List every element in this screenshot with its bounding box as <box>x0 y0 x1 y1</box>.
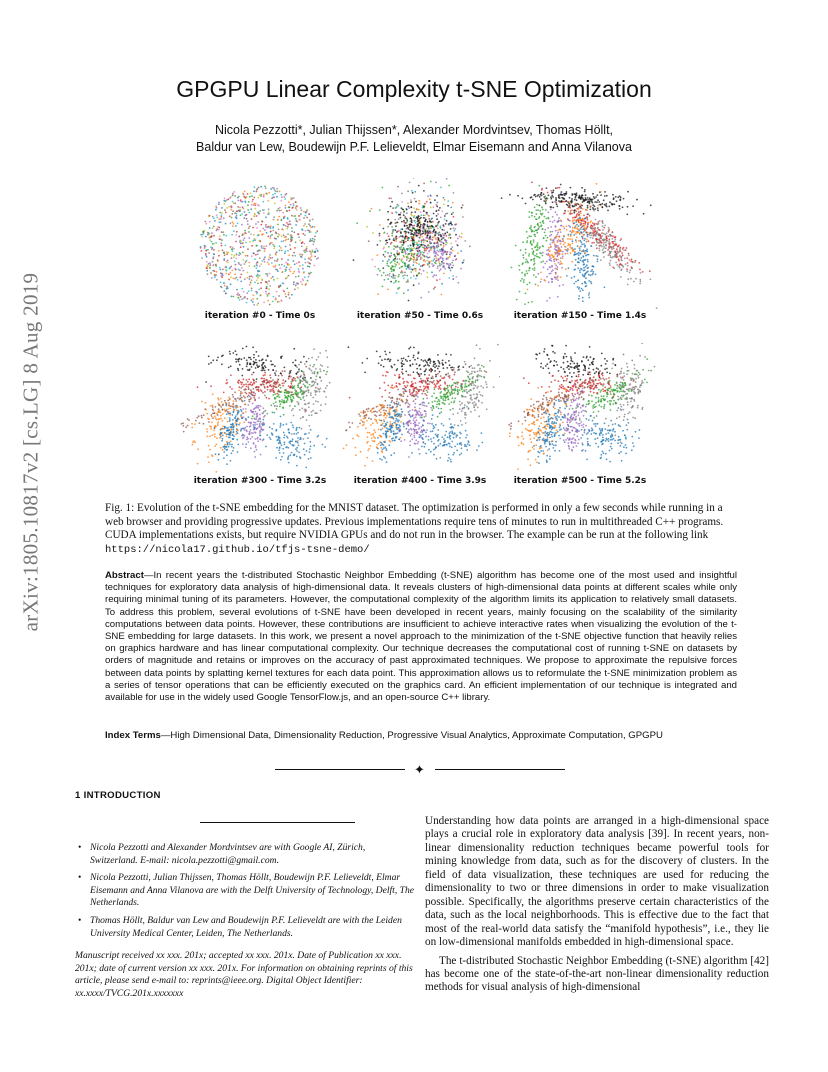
abstract-text: —In recent years the t-distributed Stochastic Neighbor Embedding (t-SNE) algorithm has become one of the most used and insightful techniques for exploratory data analysis of high-dimensional data. It reveals clusters of high-dimensional data points at different scales while only requiring minimal tuning of its parameters. However, the computational complexity of the algorithm limits its application to relatively small datasets. To address this problem, several evolutions of t-SNE have been developed in recent years, mainly focusing on the scalability of the similarity computations between data points. However, these contributions are insufficient to achieve interactive rates when visualizing the evolution of the t-SNE embedding for large datasets. In this work, we present a novel approach to the minimization of the t-SNE objective function that heavily relies on graphics hardware and has linear computational complexity. Our technique decreases the computational cost of running t-SNE on datasets by orders of magnitude and retains or improves on the accuracy of past approximated techniques. We propose to approximate the repulsive forces between data points by splatting kernel textures for each data point. This approximation allows us to reformulate the t-SNE minimization problem as a series of tensor operations that can be efficiently executed on the graphics card. An efficient implementation of our technique is integrated and available for use in the widely used Google TensorFlow.js, and an open-source C++ library. <box>105 570 737 704</box>
index-terms-text: —High Dimensional Data, Dimensionality Reduction, Progressive Visual Analytics, Approximate Computation, GPGPU <box>160 730 663 741</box>
panel-caption: iteration #150 - Time 1.4s <box>513 311 647 321</box>
footnote-item: • Nicola Pezzotti, Julian Thijssen, Thomas Höllt, Boudewijn P.F. Lelieveldt, Elmar Eisemann and Anna Vilanova are with the Delft University of Technology, Delft, The Netherlands. <box>75 872 415 910</box>
panel-iteration-150 <box>500 178 660 328</box>
panel-iteration-500 <box>500 343 660 493</box>
arxiv-stamp <box>16 272 46 632</box>
panel-caption: iteration #300 - Time 3.2s <box>193 476 327 486</box>
body-column-right <box>425 815 769 995</box>
abstract-label: Abstract <box>105 570 144 581</box>
panel-iteration-50 <box>340 178 500 328</box>
index-terms <box>105 730 745 742</box>
panel-iteration-0 <box>180 178 340 328</box>
figure-1 <box>180 178 660 498</box>
demo-link[interactable]: https://nicola17.github.io/tfjs-tsne-demo/ <box>105 543 370 556</box>
author-list <box>0 122 828 156</box>
authors-line-2: Baldur van Lew, Boudewijn P.F. Lelieveldt, Elmar Eisemann and Anna Vilanova <box>196 140 632 154</box>
body-paragraph: Understanding how data points are arranged in a high-dimensional space plays a crucial role in exploratory data analysis [39]. In recent years, non-linear dimensionality reduction techniques became powerful tools for mining knowledge from data, such as for the discovery of clusters. In the field of data visualization, these techniques are used for reducing the dimensionality to two or three dimensions in order to make visualization possible. Specifically, the algorithms preserve certain characteristics of the data, such as the local neighborhoods. This is effective due to the fact that most of the real-world data satisfy the “manifold hypothesis”, i.e., they lie on low-dimensional manifolds embedded in high-dimensional space. <box>425 815 769 949</box>
manuscript-info: Manuscript received xx xxx. 201x; accepted xx xxx. 201x. Date of Publication xx xxx. 201x; date of current version xx xxx. 201x. For information on obtaining reprints of this article, please send e-mail to: reprints@ieee.org. Digital Object Identifier: xx.xxxx/TVCG.201x.xxxxxxx <box>75 950 413 999</box>
arxiv-identifier: arXiv:1805.10817v2 [cs.LG] 8 Aug 2019 <box>18 272 43 632</box>
panel-iteration-400 <box>340 343 500 493</box>
body-paragraph: The t-distributed Stochastic Neighbor Embedding (t-SNE) algorithm [42] has become one of the state-of-the-art non-linear dimensionality reduction methods for visual analysis of high-dimensional <box>425 954 769 994</box>
paper-title: GPGPU Linear Complexity t-SNE Optimization <box>176 76 652 102</box>
scatter-plot <box>180 343 340 478</box>
divider-line-right <box>435 769 565 770</box>
panel-caption: iteration #0 - Time 0s <box>204 311 316 321</box>
footnote-rule <box>200 822 355 823</box>
divider-diamond-icon: ✦ <box>414 762 425 777</box>
scatter-plot <box>340 343 500 478</box>
index-terms-label: Index Terms <box>105 730 161 741</box>
footnotes <box>75 842 415 1001</box>
panel-caption: iteration #50 - Time 0.6s <box>356 311 484 321</box>
section-divider <box>275 764 565 776</box>
figure-caption <box>105 502 735 557</box>
panel-caption: iteration #400 - Time 3.9s <box>353 476 487 486</box>
section-heading-introduction: 1 INTRODUCTION <box>75 790 161 801</box>
scatter-plot <box>180 178 340 313</box>
panel-iteration-300 <box>180 343 340 493</box>
abstract <box>105 570 737 704</box>
scatter-plot <box>340 178 500 313</box>
footnote-item: • Thomas Höllt, Baldur van Lew and Boudewijn P.F. Lelieveldt are with the Leiden University Medical Center, Leiden, The Netherlands. <box>75 915 415 940</box>
scatter-plot <box>500 178 660 313</box>
figure-caption-text: Fig. 1: Evolution of the t-SNE embedding for the MNIST dataset. The optimization is performed in only a few seconds while running in a web browser and providing progressive updates. Previous implementations require tens of minutes to run in multithreaded C++ programs. CUDA implementations exists, but require NVIDIA GPUs and do not run in the browser. The example can be run at the following link <box>105 502 724 542</box>
divider-line-left <box>275 769 405 770</box>
panel-caption: iteration #500 - Time 5.2s <box>513 476 647 486</box>
authors-line-1: Nicola Pezzotti*, Julian Thijssen*, Alexander Mordvintsev, Thomas Höllt, <box>214 123 614 137</box>
footnote-item: • Nicola Pezzotti and Alexander Mordvintsev are with Google AI, Zürich, Switzerland. E-mail: nicola.pezzotti@gmail.com. <box>75 842 415 867</box>
scatter-plot <box>500 343 660 478</box>
